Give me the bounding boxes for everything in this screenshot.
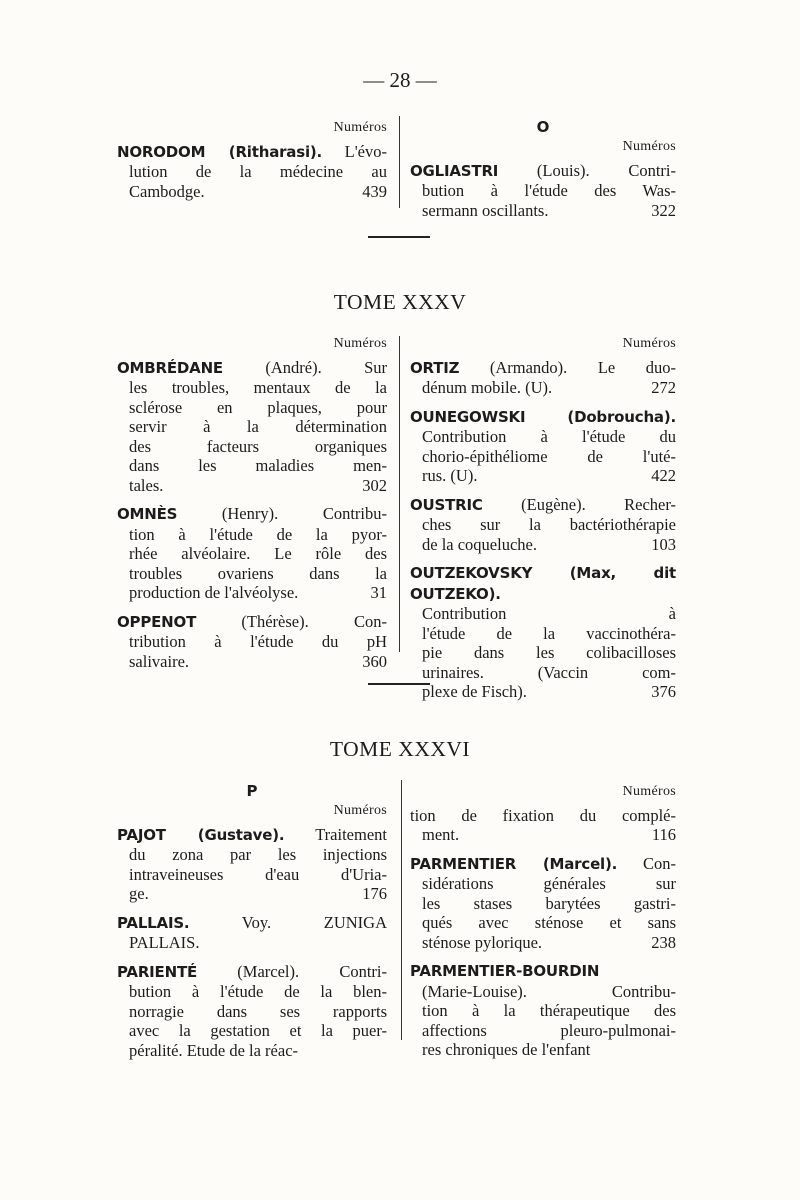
entry-line bbox=[117, 583, 387, 603]
numbers-header: Numéros bbox=[333, 803, 387, 818]
entry-line bbox=[117, 182, 387, 202]
entry-text: chorio-épithéliome de l'uté- bbox=[422, 446, 676, 466]
index-column bbox=[117, 118, 387, 210]
entry-line bbox=[410, 825, 676, 845]
entry-line bbox=[117, 632, 387, 652]
index-entry bbox=[117, 962, 387, 1061]
author-name: OMNÈS bbox=[117, 505, 178, 523]
entry-number: 272 bbox=[651, 378, 676, 397]
entry-text: servir à la détermination bbox=[129, 417, 387, 436]
entry-text: troubles ovariens dans la bbox=[129, 563, 387, 583]
author-name: PARMENTIER (Marcel). bbox=[410, 854, 618, 873]
entry-line bbox=[410, 1021, 676, 1041]
entry-line bbox=[410, 1001, 676, 1021]
entry-text: production de l'alvéolyse. bbox=[129, 583, 299, 602]
entry-text: dans les maladies men- bbox=[129, 456, 387, 475]
column-divider bbox=[399, 116, 400, 208]
entry-text: Cambodge. bbox=[129, 181, 205, 201]
entry-number: 302 bbox=[362, 475, 387, 495]
entry-line bbox=[410, 563, 676, 604]
entry-text: ches sur la bactériothérapie bbox=[422, 515, 676, 534]
entry-line bbox=[410, 515, 676, 535]
entry-text: (Louis). Contri- bbox=[536, 160, 676, 180]
column-divider bbox=[401, 780, 402, 1040]
entry-line bbox=[410, 604, 676, 624]
index-column bbox=[117, 782, 387, 1069]
index-entry bbox=[117, 504, 387, 603]
entry-text: tion à la thérapeutique des bbox=[422, 1001, 676, 1020]
entry-number: 238 bbox=[651, 932, 676, 952]
entry-text: L'évo- bbox=[344, 141, 387, 161]
entry-line bbox=[410, 961, 676, 982]
entry-text: plexe de Fisch). bbox=[422, 682, 527, 701]
author-name: OUSTRIC bbox=[410, 495, 483, 514]
entry-line bbox=[410, 427, 676, 447]
entry-text: lution de la médecine au bbox=[129, 162, 387, 181]
author-name: OGLIASTRI bbox=[410, 161, 499, 180]
entry-line bbox=[117, 884, 387, 904]
entry-text: de la coqueluche. bbox=[422, 534, 537, 554]
entry-text: Contribution à l'étude du bbox=[422, 427, 676, 446]
entry-line bbox=[117, 845, 387, 865]
entry-line bbox=[117, 564, 387, 584]
entry-text: Voy. ZUNIGA bbox=[241, 912, 387, 932]
entry-line bbox=[410, 933, 676, 953]
entry-number: 322 bbox=[651, 200, 676, 220]
entry-text: ment. bbox=[422, 825, 460, 844]
index-entry bbox=[410, 563, 676, 702]
index-entry bbox=[410, 161, 676, 221]
entry-text: rhée alvéolaire. Le rôle des bbox=[129, 544, 387, 563]
entry-line bbox=[117, 437, 387, 457]
numbers-header: Numéros bbox=[622, 336, 676, 351]
entry-number: 439 bbox=[362, 181, 387, 201]
entry-line bbox=[117, 504, 387, 525]
numbers-header: Numéros bbox=[333, 336, 387, 351]
entry-text: (Thérèse). Con- bbox=[241, 611, 387, 631]
index-entry bbox=[410, 806, 676, 845]
entry-text: bution à l'étude de la blen- bbox=[129, 982, 387, 1001]
index-entry bbox=[117, 358, 387, 496]
entry-line bbox=[117, 417, 387, 437]
entry-line bbox=[410, 447, 676, 467]
author-name: PARMENTIER-BOURDIN bbox=[410, 962, 600, 980]
author-name: NORODOM (Ritharasi). bbox=[117, 142, 323, 161]
index-entry bbox=[117, 142, 387, 202]
section-divider bbox=[368, 236, 430, 238]
entry-line bbox=[117, 825, 387, 846]
entry-text: (Henry). Contribu- bbox=[221, 504, 387, 523]
entry-text: ge. bbox=[129, 884, 149, 903]
index-column bbox=[410, 782, 676, 1069]
entry-number: 103 bbox=[651, 534, 676, 554]
index-column bbox=[117, 334, 387, 680]
entry-line bbox=[410, 913, 676, 933]
entry-line bbox=[410, 1040, 676, 1060]
index-entry bbox=[117, 612, 387, 672]
index-entry bbox=[117, 913, 387, 953]
entry-text: res chroniques de l'enfant bbox=[422, 1040, 591, 1059]
author-name: OUTZEKOVSKY (Max, dit OUTZEKO). bbox=[410, 564, 676, 603]
entry-line bbox=[410, 894, 676, 914]
entry-number: 360 bbox=[362, 651, 387, 671]
author-name: PAJOT (Gustave). bbox=[117, 825, 285, 844]
index-entry bbox=[410, 961, 676, 1060]
entry-number: 422 bbox=[651, 466, 676, 485]
entry-text: l'étude de la vaccinothéra- bbox=[422, 623, 676, 643]
section-letter: O bbox=[536, 118, 550, 136]
entry-line bbox=[410, 982, 676, 1002]
entry-line bbox=[117, 162, 387, 182]
index-column bbox=[410, 118, 676, 229]
entry-number: 176 bbox=[362, 884, 387, 903]
entry-text: dénum mobile. (U). bbox=[422, 378, 553, 397]
entry-text: sermann oscillants. bbox=[422, 200, 549, 220]
entry-text: du zona par les injections bbox=[129, 845, 387, 864]
author-name: PARIENTÉ bbox=[117, 962, 198, 981]
entry-text: norragie dans ses rapports bbox=[129, 1001, 387, 1021]
author-name: OMBRÉDANE bbox=[117, 358, 223, 377]
entry-line bbox=[410, 624, 676, 644]
column-divider bbox=[399, 336, 400, 652]
entry-text: (Armando). Le duo- bbox=[489, 357, 676, 377]
numbers-header: Numéros bbox=[622, 139, 676, 154]
entry-text: pie dans les colibacilloses bbox=[422, 643, 676, 662]
entry-number: 31 bbox=[370, 583, 387, 602]
author-name: PALLAIS. bbox=[117, 913, 190, 932]
entry-line bbox=[117, 913, 387, 934]
entry-text: intraveineuses d'eau d'Uria- bbox=[129, 864, 387, 884]
entry-line bbox=[410, 161, 676, 182]
entry-line bbox=[410, 663, 676, 683]
entry-line bbox=[117, 652, 387, 672]
author-name: ORTIZ bbox=[410, 358, 460, 377]
entry-text: (Marie-Louise). Contribu- bbox=[422, 981, 676, 1001]
entry-line bbox=[117, 378, 387, 398]
index-column bbox=[410, 334, 676, 711]
entry-text: PALLAIS. bbox=[129, 933, 200, 952]
entry-line bbox=[117, 525, 387, 545]
entry-line bbox=[117, 1041, 387, 1061]
entry-number: 116 bbox=[651, 825, 676, 844]
index-entry bbox=[410, 854, 676, 953]
entry-line bbox=[410, 466, 676, 486]
entry-line bbox=[410, 495, 676, 516]
index-entry bbox=[117, 825, 387, 904]
entry-text: (André). Sur bbox=[265, 357, 387, 377]
entry-text: bution à l'étude des Was- bbox=[422, 181, 676, 200]
entry-text: péralité. Etude de la réac- bbox=[129, 1040, 299, 1060]
entry-text: sténose pylorique. bbox=[422, 932, 543, 952]
entry-text: (Marcel). Contri- bbox=[237, 961, 388, 981]
entry-line bbox=[410, 643, 676, 663]
entry-text: les troubles, mentaux de la bbox=[129, 378, 387, 397]
author-name: OUNEGOWSKI (Dobroucha). bbox=[410, 407, 676, 426]
entry-line bbox=[117, 398, 387, 418]
entry-line bbox=[410, 358, 676, 379]
index-entry bbox=[410, 495, 676, 555]
entry-line bbox=[117, 933, 387, 953]
entry-text: urinaires. (Vaccin com- bbox=[422, 662, 676, 682]
entry-text: avec la gestation et la puer- bbox=[129, 1021, 387, 1040]
entry-line bbox=[117, 982, 387, 1002]
entry-line bbox=[117, 456, 387, 476]
entry-text: tion à l'étude de la pyor- bbox=[129, 524, 387, 544]
page-number: — 28 — bbox=[363, 68, 437, 92]
entry-line bbox=[410, 806, 676, 826]
entry-line bbox=[410, 682, 676, 702]
entry-text: affections pleuro-pulmonai- bbox=[422, 1020, 676, 1040]
tome-heading: TOME XXXVI bbox=[329, 737, 471, 761]
entry-line bbox=[410, 378, 676, 398]
entry-text: Traitement bbox=[315, 824, 387, 844]
entry-line bbox=[410, 407, 676, 428]
entry-text: Contribution à bbox=[422, 604, 676, 623]
entry-line bbox=[410, 535, 676, 555]
entry-text: rus. (U). bbox=[422, 466, 478, 485]
entry-line bbox=[117, 865, 387, 885]
entry-text: les stases barytées gastri- bbox=[422, 893, 676, 913]
entry-text: tion de fixation du complé- bbox=[410, 805, 676, 825]
entry-line bbox=[117, 476, 387, 496]
entry-text: sidérations générales sur bbox=[422, 874, 676, 893]
entry-text: sclérose en plaques, pour bbox=[129, 397, 387, 417]
entry-line bbox=[117, 612, 387, 633]
entry-text: tales. bbox=[129, 475, 164, 495]
entry-number: 376 bbox=[651, 682, 676, 701]
entry-line bbox=[117, 1021, 387, 1041]
index-entry bbox=[410, 358, 676, 398]
entry-text: tribution à l'étude du pH bbox=[129, 632, 387, 651]
entry-line bbox=[117, 962, 387, 983]
entry-text: des facteurs organiques bbox=[129, 436, 387, 456]
entry-line bbox=[410, 181, 676, 201]
entry-text: salivaire. bbox=[129, 651, 190, 671]
numbers-header: Numéros bbox=[622, 784, 676, 799]
entry-text: qués avec sténose et sans bbox=[422, 913, 676, 932]
entry-line bbox=[117, 358, 387, 379]
tome-heading: TOME XXXV bbox=[333, 290, 467, 314]
author-name: OPPENOT bbox=[117, 612, 197, 631]
entry-line bbox=[410, 874, 676, 894]
entry-text: Con- bbox=[643, 853, 676, 873]
entry-text: (Eugène). Recher- bbox=[521, 494, 676, 514]
entry-line bbox=[410, 201, 676, 221]
entry-line bbox=[410, 854, 676, 875]
entry-line bbox=[117, 142, 387, 163]
index-entry bbox=[410, 407, 676, 486]
entry-line bbox=[117, 544, 387, 564]
entry-line bbox=[117, 1002, 387, 1022]
numbers-header: Numéros bbox=[333, 120, 387, 135]
section-letter: P bbox=[246, 782, 258, 800]
